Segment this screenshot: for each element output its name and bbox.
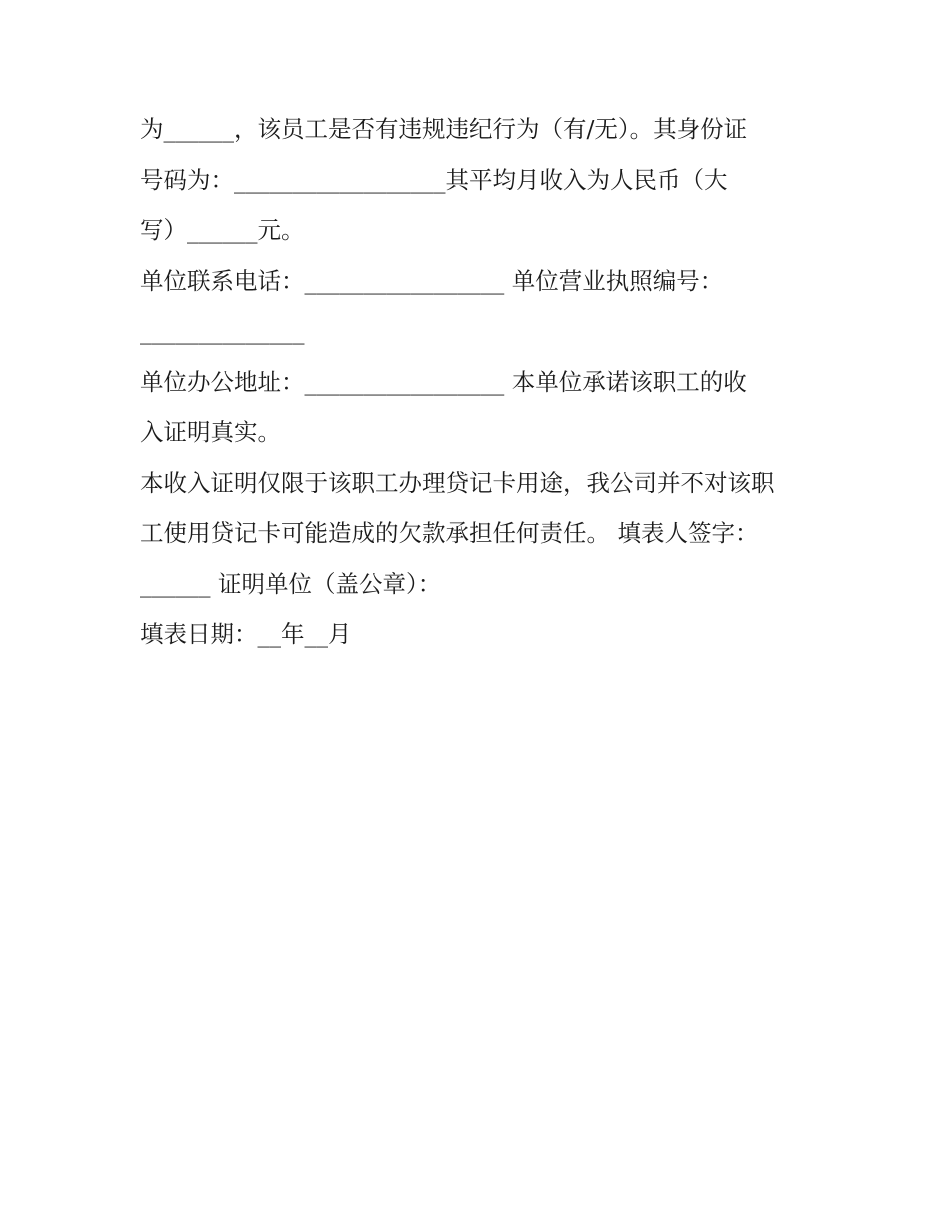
text-line: 写）______元。 <box>140 216 305 244</box>
text-line: 本收入证明仅限于该职工办理贷记卡用途，我公司并不对该职 <box>140 468 775 497</box>
text-line: ______ 证明单位（盖公章）： <box>140 569 442 598</box>
document-body <box>140 104 830 660</box>
text-line: 入证明真实。 <box>140 418 281 446</box>
text-line: 号码为：__________________其平均月收入为人民币（大 <box>140 165 728 194</box>
text-line: ______________ <box>140 317 305 345</box>
text-line: 填表日期：__年__月 <box>140 620 352 648</box>
text-line: 工使用贷记卡可能造成的欠款承担任何责任。 填表人签字： <box>140 519 759 547</box>
text-line: 单位办公地址：_________________ 本单位承诺该职工的收 <box>140 367 747 396</box>
text-line: 为______，该员工是否有违规违纪行为（有/无）。其身份证 <box>140 115 748 143</box>
text-line: 单位联系电话：_________________ 单位营业执照编号： <box>140 266 724 295</box>
